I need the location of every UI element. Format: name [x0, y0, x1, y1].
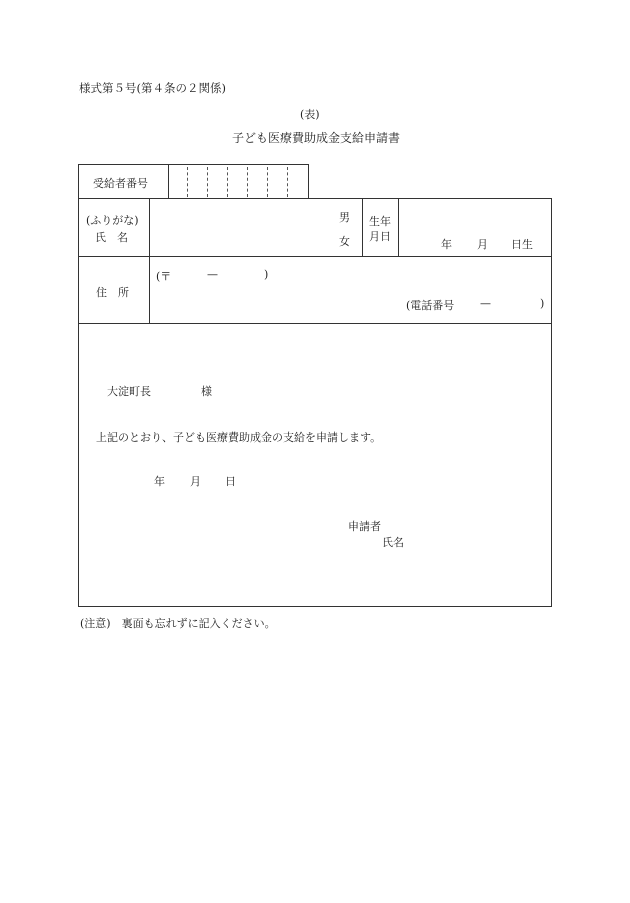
phone-close: ): [540, 297, 545, 310]
border: [551, 198, 552, 607]
application-date-field[interactable]: [130, 470, 250, 490]
border: [78, 164, 79, 198]
border: [78, 198, 79, 607]
name-field[interactable]: [150, 199, 330, 256]
addressee-name: 大淀町長: [107, 385, 151, 398]
form-id: 様式第５号(第４条の２関係): [79, 81, 226, 95]
gender-male[interactable]: 男: [339, 211, 350, 224]
border: [78, 606, 552, 607]
applicant-name-field[interactable]: [410, 530, 540, 550]
date-year-label: 年: [154, 475, 165, 488]
recipient-number-field[interactable]: [169, 165, 308, 198]
recipient-number-label: 受給者番号: [93, 177, 148, 190]
phone-dash: —: [480, 297, 491, 310]
birthdate-field[interactable]: [399, 199, 551, 256]
name-label: 氏 名: [95, 231, 128, 244]
postal-close: ): [264, 268, 269, 281]
furigana-label: (ふりがな): [86, 214, 139, 227]
border: [362, 198, 363, 257]
birth-year-label: 年: [441, 238, 452, 251]
date-day-label: 日: [225, 475, 236, 488]
note: (注意) 裏面も忘れずに記入ください。: [80, 617, 276, 630]
statement: 上記のとおり、子ども医療費助成金の支給を申請します。: [96, 431, 382, 444]
birth-month-label: 月: [477, 238, 488, 251]
border: [308, 164, 309, 198]
address-label: 住 所: [96, 286, 129, 299]
date-month-label: 月: [190, 475, 201, 488]
gender-female[interactable]: 女: [339, 235, 350, 248]
phone-open: (電話番号: [406, 299, 455, 312]
applicant-label: 申請者: [348, 520, 381, 533]
postal-dash: —: [207, 268, 218, 281]
address-field[interactable]: [150, 257, 551, 323]
birth-label-line2: 月日: [369, 230, 391, 243]
addressee-honorific: 様: [201, 385, 212, 398]
birth-day-label: 日生: [511, 238, 533, 251]
side-label: (表): [300, 108, 320, 121]
form-title: 子ども医療費助成金支給申請書: [232, 131, 401, 145]
applicant-name-label: 氏名: [382, 536, 404, 549]
postal-open: (〒: [156, 270, 172, 283]
birth-label-line1: 生年: [369, 215, 391, 228]
